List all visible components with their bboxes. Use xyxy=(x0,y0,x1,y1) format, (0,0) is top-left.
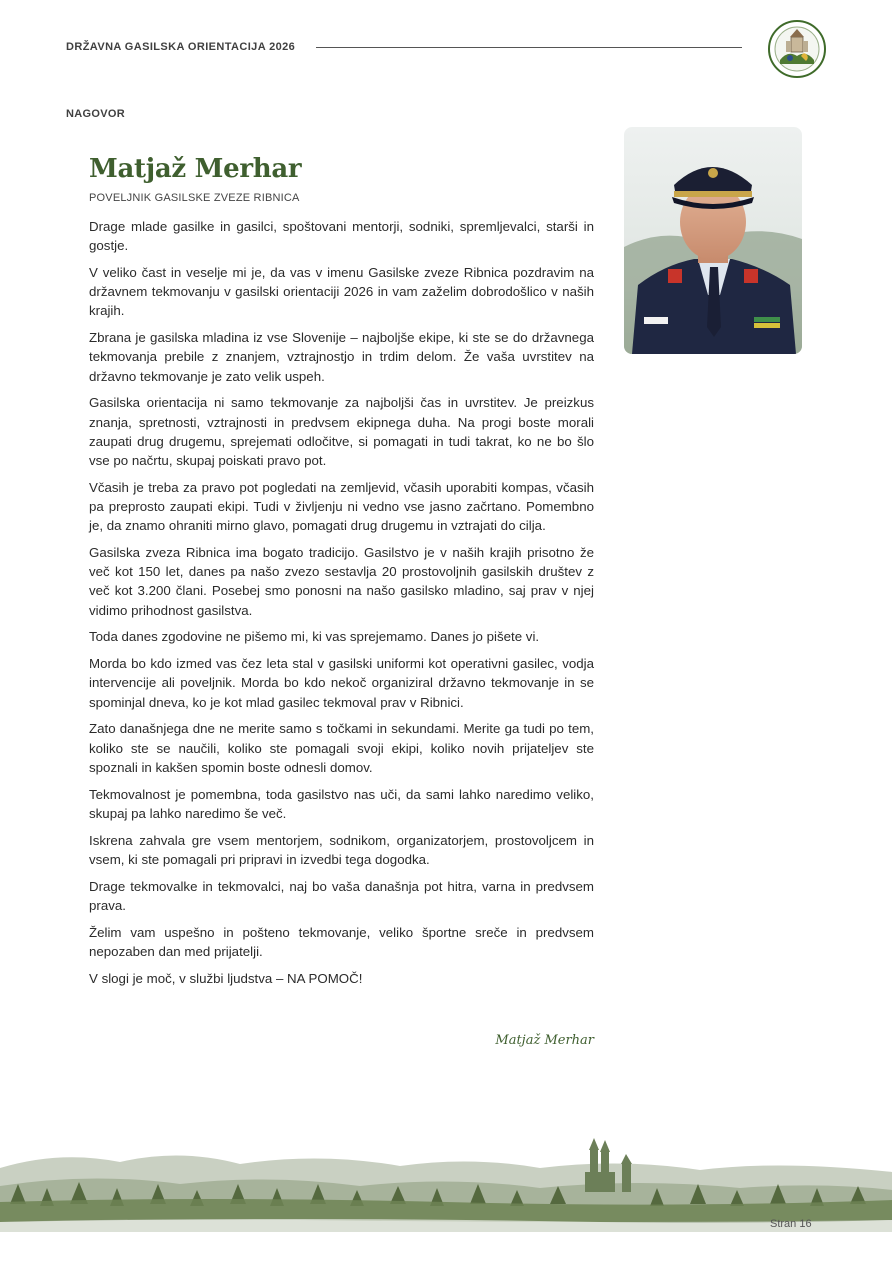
paragraph: V veliko čast in veselje mi je, da vas v imenu Gasilske zveze Ribnica pozdravim na državnem tekmovanju v gasilski orientaciji 2026 in vam zaželim dobrodošlico v naših krajih. xyxy=(89,265,594,319)
paragraph: Včasih je treba za pravo pot pogledati na zemljevid, včasih uporabiti kompas, včasih pa preprosto zaupati ekipi. Tudi v življenju ni vedno vse jasno začrtano. Pomembno je, da znamo ohraniti mirno glavo, pomagati drug drugemu in vztrajati do cilja. xyxy=(89,479,594,534)
paragraph: Gasilska zveza Ribnica ima bogato tradicijo. Gasilstvo je v naših krajih prisotno že več kot 150 let, danes pa našo zvezo sestavlja 20 prostovoljnih gasilskih društev z več kot 3.200 člani. Posebej smo ponosni na našo gasilsko mladino, saj prav v njej vidimo prihodnost gasilstva. xyxy=(89,545,594,618)
fire-brigade-emblem-icon xyxy=(768,20,826,78)
section-label: NAGOVOR xyxy=(66,108,125,120)
paragraph: Morda bo kdo izmed vas čez leta stal v gasilski uniformi kot operativni gasilec, vodja intervencije ali poveljnik. Morda bo kdo nekoč organiziral državno tekmovanje in se spominjal dneva, ko je kot mlad gasilec tekmoval prav v Ribnici. xyxy=(89,656,594,710)
paragraph: V slogi je moč, v službi ljudstva – NA POMOČ! xyxy=(89,970,363,986)
hills-church-landscape xyxy=(0,1128,892,1232)
author-role: POVELJNIK GASILSKE ZVEZE RIBNICA xyxy=(89,192,300,204)
page-number: Stran 16 xyxy=(770,1218,812,1230)
paragraph: Drage mlade gasilke in gasilci, spoštovani mentorji, sodniki, spremljevalci, starši in gostje. xyxy=(89,219,594,254)
document-header-title: DRŽAVNA GASILSKA ORIENTACIJA 2026 xyxy=(66,41,296,53)
speech-body xyxy=(89,217,594,995)
author-portrait-photo xyxy=(624,127,802,354)
paragraph: Iskrena zahvala gre vsem mentorjem, sodnikom, organizatorjem, prostovoljcem in vsem, ki ste pomagali pri pripravi in izvedbi tega dogodka. xyxy=(89,832,594,867)
header-rule xyxy=(316,47,742,48)
paragraph: Gasilska orientacija ni samo tekmovanje za najboljši čas in uvrstitev. Je preizkus znanja, spretnosti, vztrajnosti in predvsem ekipnega duha. Na progi boste morali zaupati drug drugemu, sprejemati odločitve, si pomagati in tudi takrat, ko ne bo šlo vse po načrtu, skupaj poiskati pravo pot. xyxy=(89,395,594,469)
signature: Matjaž Merhar xyxy=(495,1033,594,1048)
paragraph: Zato današnjega dne ne merite samo s točkami in sekundami. Merite ga tudi po tem, koliko ste se naučili, koliko ste pomagali svoji ekipi, koliko novih prijateljev ste spoznali in kakšen spomin boste odnesli domov. xyxy=(89,721,594,775)
paragraph: Toda danes zgodovine ne pišemo mi, ki vas sprejemamo. Danes jo pišete vi. xyxy=(89,629,540,645)
author-name: Matjaž Merhar xyxy=(89,154,302,184)
paragraph: Želim vam uspešno in pošteno tekmovanje, veliko športne sreče in predvsem nepozaben dan med prijatelji. xyxy=(89,924,594,959)
paragraph: Tekmovalnost je pomembna, toda gasilstvo nas uči, da sami lahko naredimo veliko, skupaj pa lahko naredimo še več. xyxy=(89,786,594,821)
paragraph: Drage tekmovalke in tekmovalci, naj bo vaša današnja pot hitra, varna in predvsem prava. xyxy=(89,878,594,913)
paragraph: Zbrana je gasilska mladina iz vse Slovenije – najboljše ekipe, ki ste se do državnega tekmovanja prebile z znanjem, vztrajnostjo in trdim delom. Že vaša uvrstitev na državno tekmovanje je zato velik uspeh. xyxy=(89,330,594,384)
